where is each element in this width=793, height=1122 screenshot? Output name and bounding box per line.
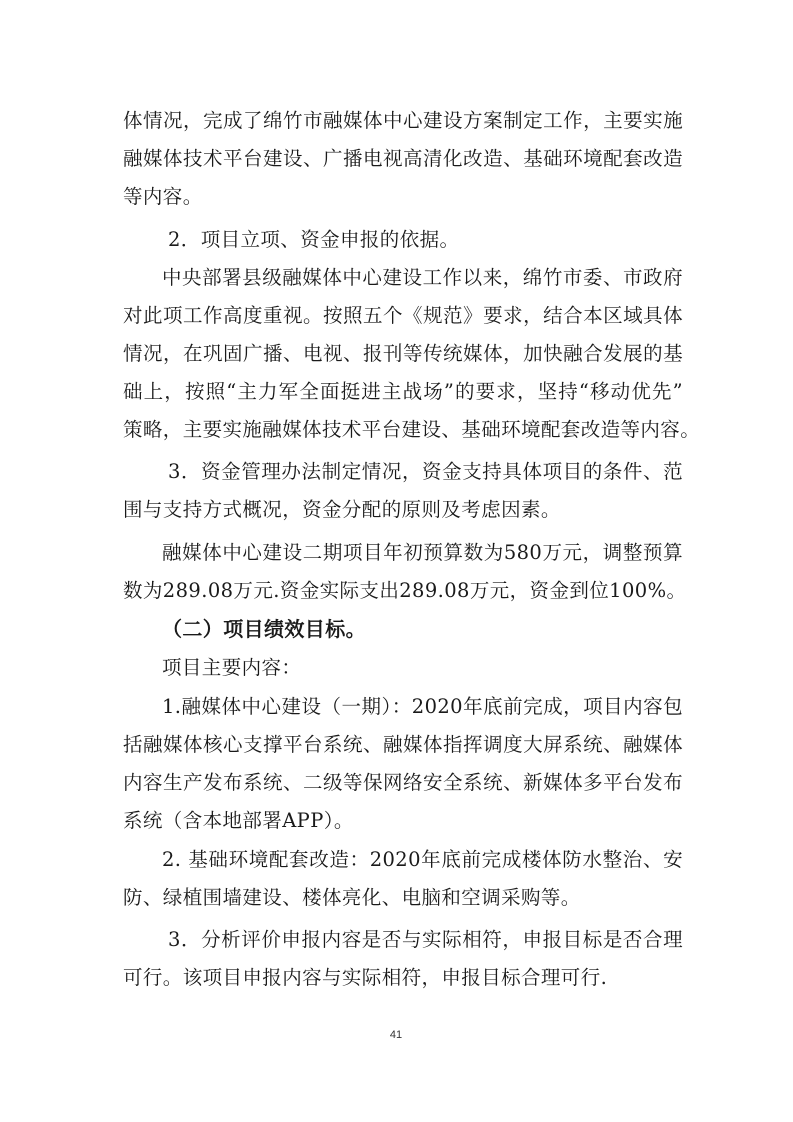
- paragraph-line: 等内容。: [123, 185, 203, 208]
- paragraph-line: 础上，按照“主力军全面挺进主战场”的要求，坚持“移动优先”: [123, 380, 683, 403]
- paragraph-line: 融媒体中心建设二期项目年初预算数为580万元，调整预算: [162, 541, 683, 564]
- paragraph-line: 围与支持方式概况，资金分配的原则及考虑因素。: [123, 498, 561, 521]
- paragraph-line: 项目主要内容：: [162, 656, 302, 679]
- section-item-heading: 2．项目立项、资金申报的依据。: [168, 228, 460, 251]
- paragraph-line: 体情况，完成了绵竹市融媒体中心建设方案制定工作，主要实施: [123, 109, 683, 132]
- paragraph-line: 策略，主要实施融媒体技术平台建设、基础环境配套改造等内容。: [123, 418, 701, 441]
- paragraph-line: 3．分析评价申报内容是否与实际相符，申报目标是否合理: [168, 928, 683, 951]
- paragraph-line: 1.融媒体中心建设（一期）：2020年底前完成，项目内容包: [162, 695, 683, 718]
- paragraph-line: 情况，在巩固广播、电视、报刊等传统媒体，加快融合发展的基: [123, 342, 683, 365]
- paragraph-line: 括融媒体核心支撑平台系统、融媒体指挥调度大屏系统、融媒体: [123, 733, 683, 756]
- paragraph-line: 防、绿植围墙建设、楼体亮化、电脑和空调采购等。: [123, 886, 581, 909]
- paragraph-line: 内容生产发布系统、二级等保网络安全系统、新媒体多平台发布: [123, 771, 683, 794]
- paragraph-line: 系统（含本地部署APP）。: [123, 809, 354, 832]
- page-number: 41: [389, 1029, 403, 1041]
- paragraph-line: 中央部署县级融媒体中心建设工作以来，绵竹市委、市政府: [162, 266, 683, 289]
- paragraph-line: 对此项工作高度重视。按照五个《规范》要求，结合本区域具体: [123, 304, 683, 327]
- paragraph-line: 数为289.08万元.资金实际支出289.08万元，资金到位100%。: [123, 579, 687, 602]
- paragraph-line: 融媒体技术平台建设、广播电视高清化改造、基础环境配套改造: [123, 147, 683, 170]
- paragraph-line: 可行。该项目申报内容与实际相符，申报目标合理可行.: [123, 966, 608, 989]
- section-item-heading: 3．资金管理办法制定情况，资金支持具体项目的条件、范: [168, 460, 683, 483]
- section-heading: （二）项目绩效目标。: [162, 617, 366, 641]
- paragraph-line: 2. 基础环境配套改造：2020年底前完成楼体防水整治、安: [162, 848, 683, 871]
